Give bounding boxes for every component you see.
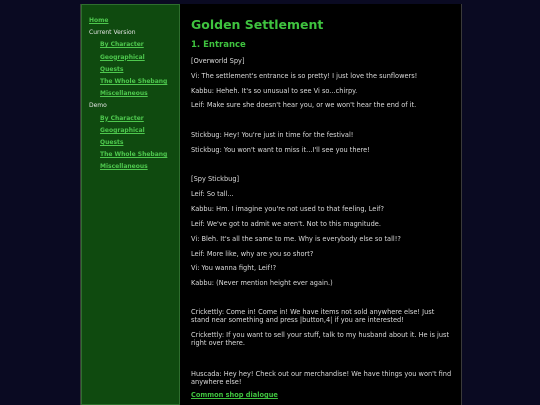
dialogue-line: Kabbu: Heheh. It's so unusual to see Vi so...chirpy.: [191, 87, 358, 95]
common-shop-dialogue-link[interactable]: Common shop dialogue: [191, 391, 278, 399]
dialogue-line: Stickbug: Hey! You're just in time for the festival!: [191, 131, 354, 139]
sidebar-link-demo-miscellaneous[interactable]: Miscellaneous: [100, 163, 148, 171]
sidebar-item-demo-quests[interactable]: [82, 137, 179, 149]
dialogue-line: [Overworld Spy]: [191, 57, 245, 65]
sidebar-item-current-miscellaneous[interactable]: [82, 88, 179, 100]
sidebar-item-demo-whole-shebang[interactable]: [82, 149, 179, 161]
sidebar-link-current-geographical[interactable]: Geographical: [100, 53, 145, 61]
dialogue-line: Vi: The settlement's entrance is so pretty! I just love the sunflowers!: [191, 72, 418, 80]
sidebar-item-current-whole-shebang[interactable]: [82, 76, 179, 88]
page-title: Golden Settlement: [191, 17, 324, 32]
dialogue-line: Kabbu: Hm. I imagine you're not used to that feeling, Leif?: [191, 205, 384, 213]
sidebar-item-current-by-character[interactable]: [82, 39, 179, 51]
dialogue-line: Stickbug: You won't want to miss it...I'll see you there!: [191, 146, 370, 154]
sidebar-link-current-quests[interactable]: Quests: [100, 65, 124, 73]
dialogue-line: Crickettly: If you want to sell your stuff, talk to my husband about it. He is just right over there.: [191, 331, 450, 348]
dialogue-line: Vi: Bleh. It's all the same to me. Why is everybody else so tall!?: [191, 235, 401, 243]
sidebar-link-current-whole-shebang[interactable]: The Whole Shebang: [100, 78, 168, 86]
dialogue-line: [Spy Stickbug]: [191, 175, 240, 183]
sidebar-item-home[interactable]: [82, 15, 179, 27]
sidebar: [81, 4, 180, 405]
dialogue-line: Huscada: Hey hey! Check out our merchandise! We have things you won't find anywhere else!: [191, 370, 452, 387]
dialogue-line: Leif: So tall...: [191, 190, 234, 198]
section-heading: 1. Entrance: [191, 40, 246, 50]
sidebar-link-demo-quests[interactable]: Quests: [100, 139, 124, 147]
dialogue-line: Leif: Make sure she doesn't hear you, or we won't hear the end of it.: [191, 101, 417, 109]
sidebar-item-demo-geographical[interactable]: [82, 125, 179, 137]
page-container: [80, 4, 462, 405]
sidebar-item-demo-miscellaneous[interactable]: [82, 161, 179, 173]
dialogue-line: Vi: You wanna fight, Leif!?: [191, 264, 277, 272]
dialogue-line: Kabbu: (Never mention height ever again.): [191, 279, 333, 287]
sidebar-item-demo-by-character[interactable]: [82, 113, 179, 125]
sidebar-item-current-geographical[interactable]: [82, 52, 179, 64]
sidebar-heading-current-version: Current Version: [89, 29, 136, 37]
sidebar-link-current-miscellaneous[interactable]: Miscellaneous: [100, 90, 148, 98]
sidebar-link-home[interactable]: Home: [89, 17, 109, 24]
sidebar-heading-demo: Demo: [89, 102, 107, 110]
dialogue-line: Leif: More like, why are you so short?: [191, 250, 314, 258]
sidebar-link-demo-whole-shebang[interactable]: The Whole Shebang: [100, 151, 168, 159]
dialogue-line: Crickettly: Come in! Come in! We have items not sold anywhere else! Just stand near something and press |button,4| if you are interested!: [191, 308, 435, 325]
sidebar-link-current-by-character[interactable]: By Character: [100, 41, 144, 49]
sidebar-item-current-quests[interactable]: [82, 64, 179, 76]
sidebar-link-demo-by-character[interactable]: By Character: [100, 114, 144, 122]
main-content: [191, 4, 453, 405]
sidebar-link-demo-geographical[interactable]: Geographical: [100, 126, 145, 134]
dialogue-line: Leif: We've got to admit we aren't. Not to this magnitude.: [191, 220, 381, 228]
